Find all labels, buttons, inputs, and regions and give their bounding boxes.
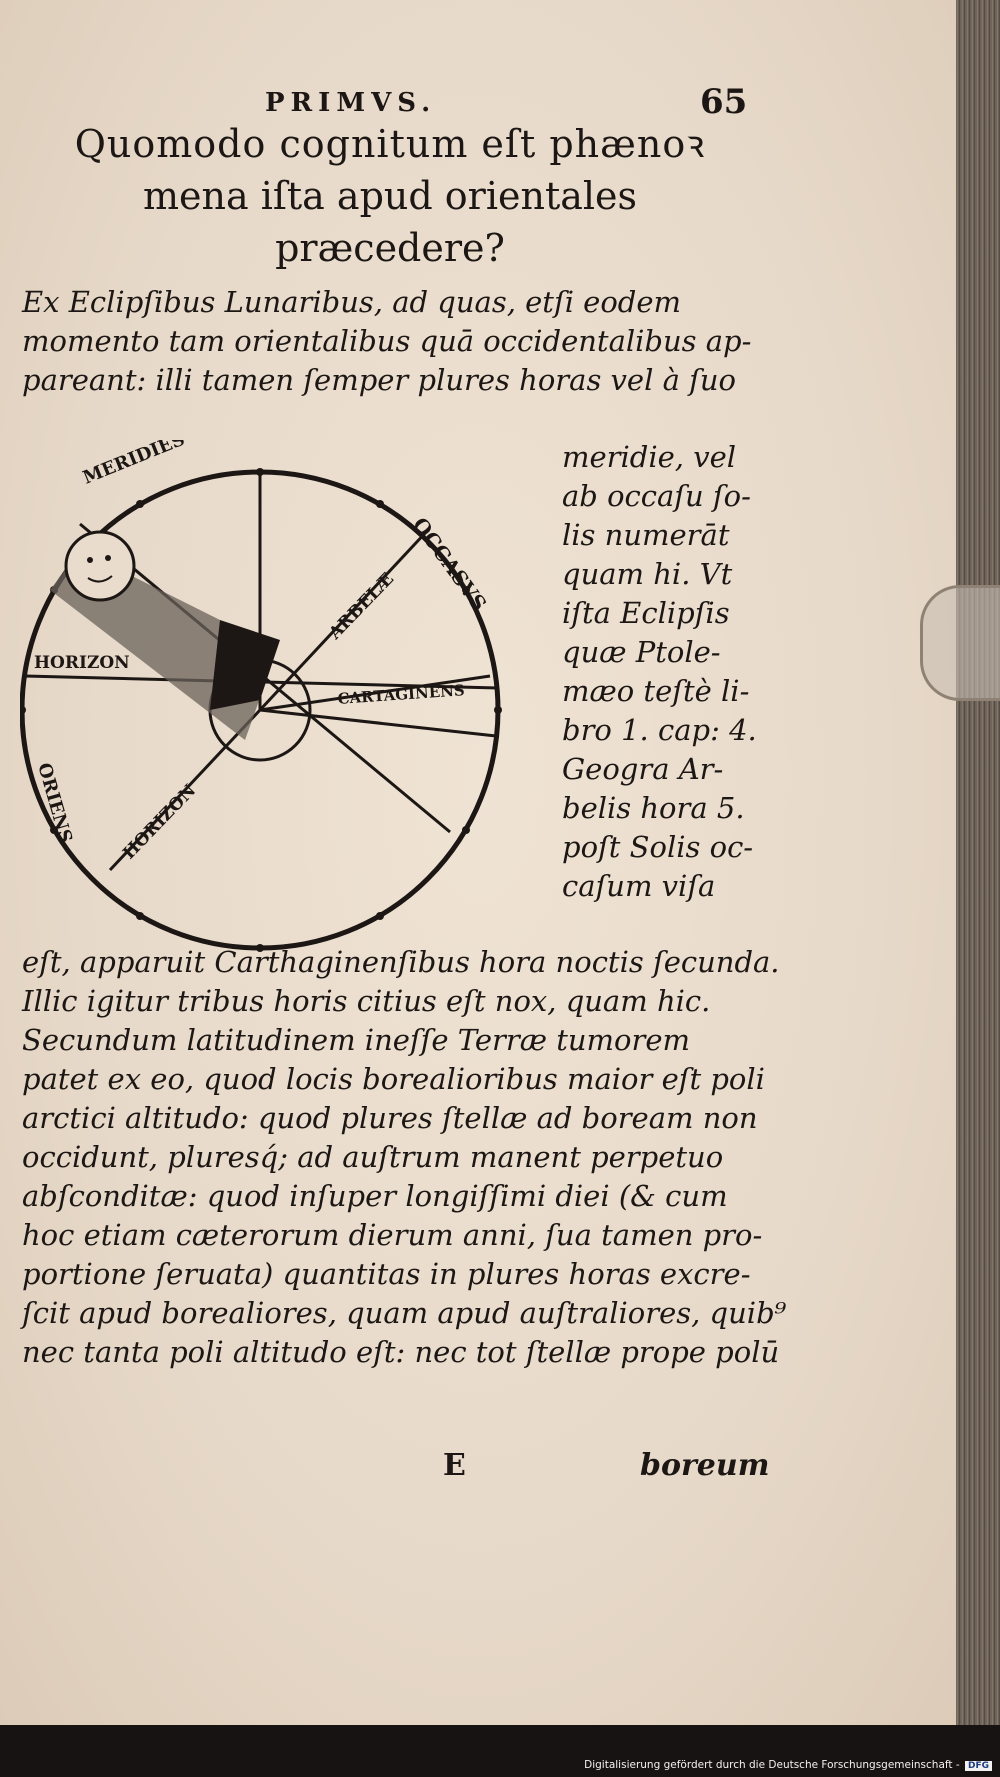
dfg-logo: DFG <box>965 1761 992 1771</box>
credit-text: Digitalisierung gefördert durch die Deutsche Forschungsgemeinschaft - <box>584 1759 960 1771</box>
text-line: meridie, vel <box>562 440 737 474</box>
text-line: Geogra Ar- <box>562 752 724 786</box>
label-horizon-lower: HORIZON <box>119 780 201 864</box>
text-line: Secundum latitudinem ineſſe Terræ tumorem <box>22 1023 691 1057</box>
sun-face-icon <box>66 532 134 600</box>
text-line: iſta Eclipſis <box>562 596 730 630</box>
text-line: occidunt, pluresq́; ad auſtrum manent perpetuo <box>22 1140 724 1174</box>
page-edges <box>956 0 1000 1725</box>
heading-line-1: Quomodo cognitum eſt phænoꝛ <box>74 122 706 166</box>
heading-line-3: præcedere? <box>275 226 505 270</box>
text-line: pareant: illi tamen ſemper plures horas vel à ſuo <box>22 363 736 397</box>
paragraph-top <box>22 283 762 400</box>
text-line: eſt, apparuit Carthaginenſibus hora noctis ſecunda. <box>22 945 780 979</box>
eclipse-woodcut-diagram <box>20 440 520 960</box>
digitization-credit <box>584 1759 992 1771</box>
catchword: boreum <box>640 1448 770 1483</box>
text-line: caſum viſa <box>562 869 716 903</box>
text-line: lis numerāt <box>562 518 730 552</box>
heading-line-2: mena iſta apud orientales <box>142 174 638 218</box>
text-line: ſcit apud borealiores, quam apud auſtraliores, quib⁹ <box>22 1296 787 1330</box>
page-number: 65 <box>700 82 748 122</box>
earth-shadow <box>210 620 280 710</box>
label-arbelae: ARBELÆ <box>325 569 399 644</box>
text-line: mæo teſtè li- <box>562 674 750 708</box>
text-line: belis hora 5. <box>562 791 745 825</box>
label-meridies: MERIDIES <box>80 440 188 489</box>
footer-bar <box>0 1725 1000 1777</box>
side-column-text <box>562 438 762 906</box>
chapter-heading <box>40 118 740 274</box>
signature-mark: E <box>443 1448 466 1483</box>
label-oriens: ORIENS <box>33 760 77 846</box>
label-horizon-left: HORIZON <box>34 653 130 673</box>
text-line: patet ex eo, quod locis borealioribus maior eſt poli <box>22 1062 765 1096</box>
text-line: arctici altitudo: quod plures ſtellæ ad boream non <box>22 1101 758 1135</box>
text-line: Illic igitur tribus horis citius eſt nox, quam hic. <box>22 984 711 1018</box>
text-line: nec tanta poli altitudo eſt: nec tot ſtellæ prope polū <box>22 1335 780 1369</box>
text-line: portione ſeruata) quantitas in plures horas excre- <box>22 1257 751 1291</box>
label-occasus: OCCASVS <box>407 512 492 616</box>
text-line: momento tam orientalibus quā occidentalibus ap- <box>22 324 752 358</box>
paragraph-bottom <box>22 943 787 1372</box>
label-carthaginensis: CARTAGINENS <box>337 681 466 708</box>
text-line: quæ Ptole- <box>562 635 721 669</box>
eclipse-diagram-svg <box>20 440 520 960</box>
text-line: abſconditæ: quod inſuper longiſſimi diei (& cum <box>22 1179 728 1213</box>
text-line: ab occaſu ſo- <box>562 479 751 513</box>
text-line: Ex Eclipſibus Lunaribus, ad quas, etſi eodem <box>22 285 682 319</box>
text-line: poſt Solis oc- <box>562 830 754 864</box>
text-line: quam hi. Vt <box>562 557 733 591</box>
running-head: PRIMVS. <box>265 88 437 118</box>
book-clasp <box>920 585 1000 701</box>
text-line: bro 1. cap: 4. <box>562 713 757 747</box>
text-line: hoc etiam cæterorum dierum anni, ſua tamen pro- <box>22 1218 763 1252</box>
